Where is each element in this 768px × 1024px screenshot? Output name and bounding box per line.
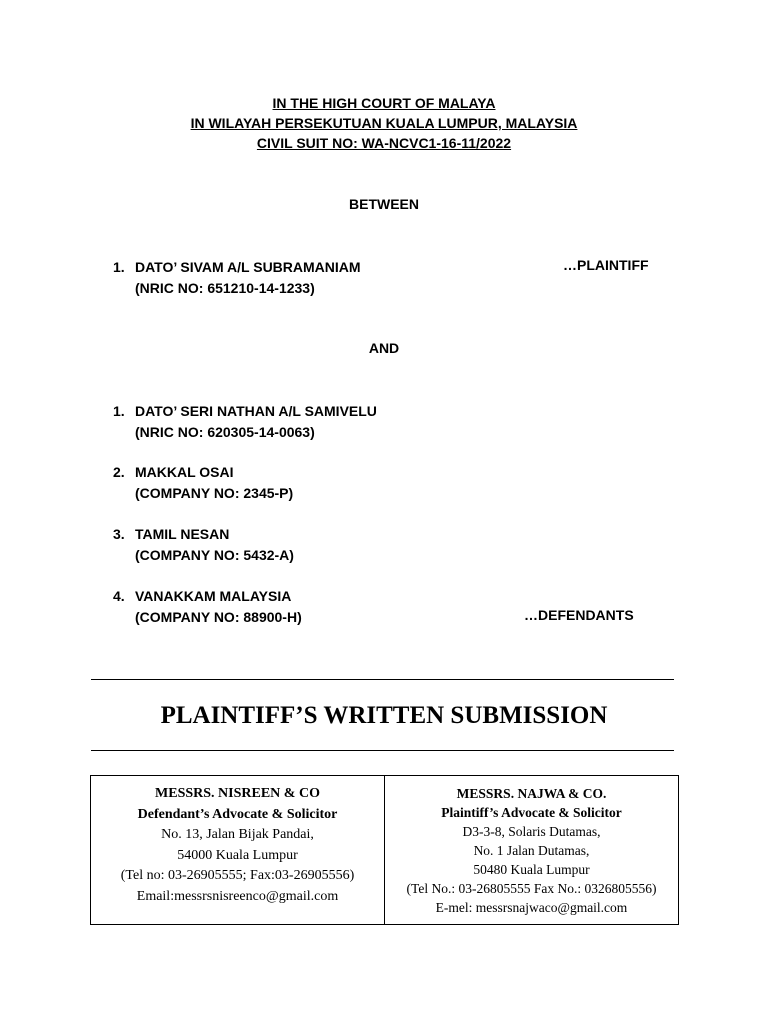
email-line: Email:messrsnisreenco@gmail.com (136, 888, 339, 904)
party-id: (COMPANY NO: 2345-P) (135, 485, 294, 501)
address-line: 54000 Kuala Lumpur (177, 847, 298, 863)
court-location: IN WILAYAH PERSEKUTUAN KUALA LUMPUR, MALAYSIA (190, 115, 578, 131)
solicitors-table (90, 775, 679, 925)
phone-line: (Tel no: 03-26905555; Fax:03-26905556) (120, 868, 355, 883)
party-name: MAKKAL OSAI (135, 464, 234, 480)
firm-name: MESSRS. NAJWA & CO. (456, 786, 607, 801)
party-id: (NRIC NO: 620305-14-0063) (135, 424, 315, 440)
and-label: AND (368, 340, 400, 356)
party-id: (COMPANY NO: 5432-A) (135, 547, 294, 563)
party-number: 1. (113, 403, 125, 419)
address-line: No. 13, Jalan Bijak Pandai, (161, 827, 314, 842)
address-line: No. 1 Jalan Dutamas, (473, 843, 590, 858)
firm-name: MESSRS. NISREEN & CO (155, 786, 320, 801)
phone-line: (Tel No.: 03-26805555 Fax No.: 0326805556) (406, 881, 657, 896)
divider-bottom (91, 750, 674, 751)
court-heading (0, 93, 768, 153)
divider-top (91, 679, 674, 680)
document-title: PLAINTIFF’S WRITTEN SUBMISSION (160, 702, 608, 729)
between-label: BETWEEN (349, 196, 419, 212)
solicitor-role: Defendant’s Advocate & Solicitor (137, 806, 338, 822)
email-line: E-mel: messrsnajwaco@gmail.com (435, 900, 628, 915)
address-line: 50480 Kuala Lumpur (473, 862, 590, 877)
address-line: D3-3-8, Solaris Dutamas, (462, 824, 601, 839)
court-name: IN THE HIGH COURT OF MALAYA (272, 95, 496, 111)
party-number: 3. (113, 526, 125, 542)
civil-suit-number: CIVIL SUIT NO: WA-NCVC1-16-11/2022 (256, 135, 512, 151)
party-name: VANAKKAM MALAYSIA (135, 588, 292, 604)
plaintiff-role: …PLAINTIFF (563, 257, 649, 273)
defendant-solicitor-box (91, 776, 384, 924)
plaintiff-solicitor-box (384, 776, 678, 924)
party-name: DATO’ SERI NATHAN A/L SAMIVELU (135, 403, 377, 419)
party-name: DATO’ SIVAM A/L SUBRAMANIAM (135, 259, 361, 275)
party-id: (NRIC NO: 651210-14-1233) (135, 280, 315, 296)
party-number: 4. (113, 588, 125, 604)
party-number: 1. (113, 259, 125, 275)
party-name: TAMIL NESAN (135, 526, 230, 542)
solicitor-role: Plaintiff’s Advocate & Solicitor (441, 805, 622, 820)
defendant-role: …DEFENDANTS (524, 607, 634, 623)
party-number: 2. (113, 464, 125, 480)
party-id: (COMPANY NO: 88900-H) (135, 609, 302, 625)
